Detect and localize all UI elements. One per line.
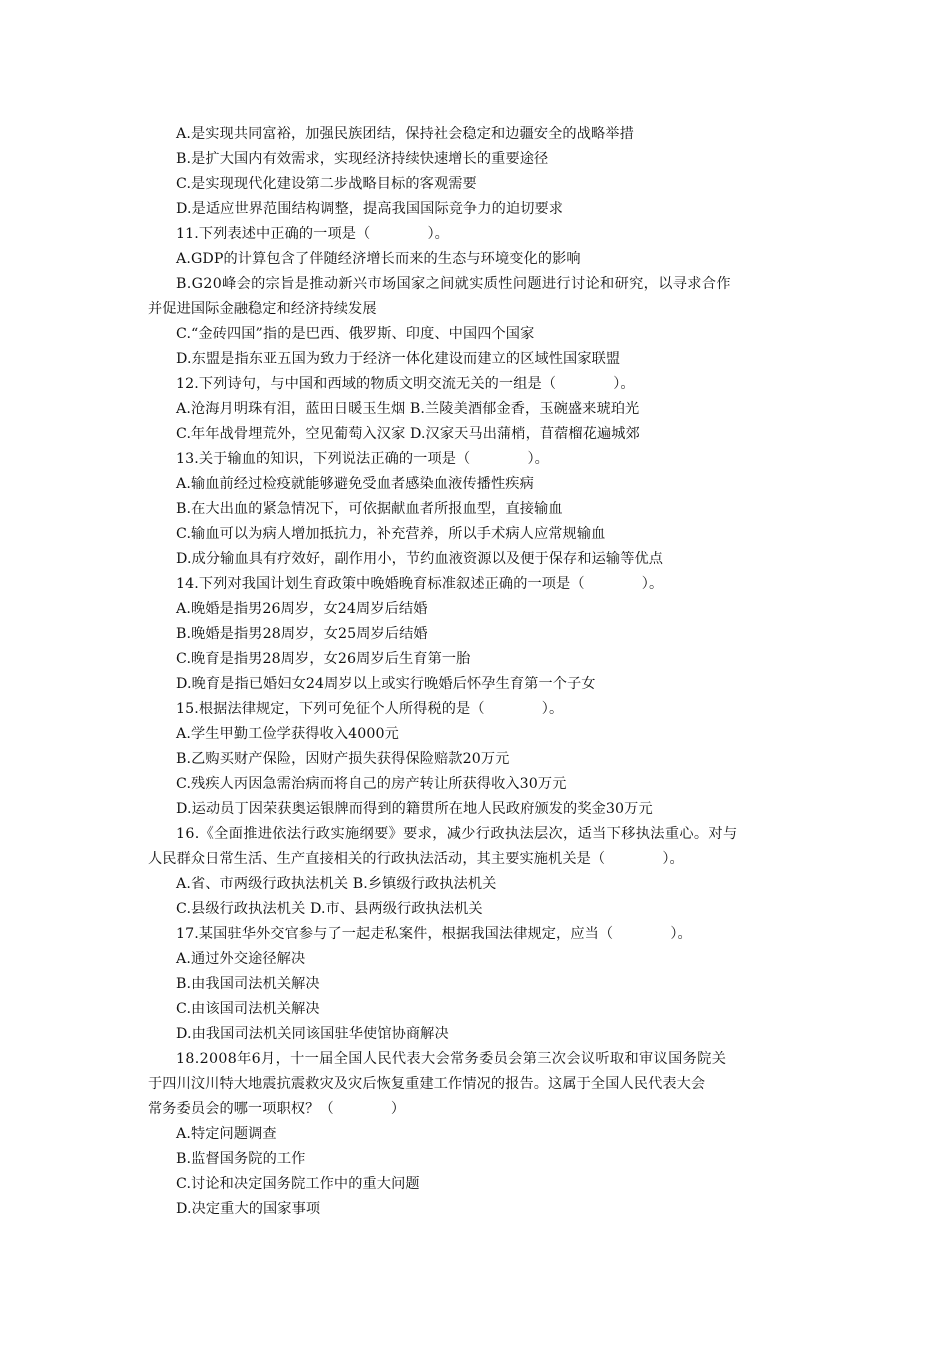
text-line: D.是适应世界范围结构调整，提高我国国际竞争力的迫切要求 [176,201,564,217]
text-line: B.在大出血的紧急情况下，可依据献血者所报血型，直接输血 [176,501,563,517]
text-line: 常务委员会的哪一项职权？（ ） [148,1101,406,1117]
text-line: C.是实现现代化建设第二步战略目标的客观需要 [176,176,477,192]
text-line: D.由我国司法机关同该国驻华使馆协商解决 [176,1026,449,1042]
text-line: B.晚婚是指男28周岁，女25周岁后结婚 [176,626,428,642]
text-line: A.晚婚是指男26周岁，女24周岁后结婚 [176,601,428,617]
text-line: B.由我国司法机关解决 [176,976,320,992]
text-line: 并促进国际金融稳定和经济持续发展 [148,301,377,317]
text-line: A.沧海月明珠有泪，蓝田日暖玉生烟 B.兰陵美酒郁金香，玉碗盛来琥珀光 [176,401,640,417]
text-line: B.G20峰会的宗旨是推动新兴市场国家之间就实质性问题进行讨论和研究，以寻求合作 [176,276,731,292]
text-line: 于四川汶川特大地震抗震救灾及灾后恢复重建工作情况的报告。这属于全国人民代表大会 [148,1076,706,1092]
text-line: A.输血前经过检疫就能够避免受血者感染血液传播性疾病 [176,476,534,492]
text-line: 人民群众日常生活、生产直接相关的行政执法活动，其主要实施机关是（ ）。 [148,851,684,867]
text-line: C.输血可以为病人增加抵抗力，补充营养，所以手术病人应常规输血 [176,526,606,542]
text-line: B.乙购买财产保险，因财产损失获得保险赔款20万元 [176,751,510,767]
text-line: D.成分输血具有疗效好，副作用小，节约血液资源以及便于保存和运输等优点 [176,551,664,567]
text-line: D.东盟是指东亚五国为致力于经济一体化建设而建立的区域性国家联盟 [176,351,621,367]
text-line: D.决定重大的国家事项 [176,1201,321,1217]
text-line: D.晚育是指已婚妇女24周岁以上或实行晚婚后怀孕生育第一个子女 [176,676,596,692]
text-line: A.通过外交途径解决 [176,951,306,967]
text-line: C.“金砖四国”指的是巴西、俄罗斯、印度、中国四个国家 [176,326,535,342]
text-line: B.监督国务院的工作 [176,1151,306,1167]
text-line: C.县级行政执法机关 D.市、县两级行政执法机关 [176,901,483,917]
text-line: A.特定问题调查 [176,1126,277,1142]
text-line: 11.下列表述中正确的一项是（ ）。 [176,226,449,242]
text-line: D.运动员丁因荣获奥运银牌而得到的籍贯所在地人民政府颁发的奖金30万元 [176,801,653,817]
text-line: C.残疾人丙因急需治病而将自己的房产转让所获得收入30万元 [176,776,567,792]
text-line: 14.下列对我国计划生育政策中晚婚晚育标准叙述正确的一项是（ ）。 [176,576,664,592]
text-line: 16.《全面推进依法行政实施纲要》要求，减少行政执法层次，适当下移执法重心。对与 [176,826,738,842]
text-line: A.省、市两级行政执法机关 B.乡镇级行政执法机关 [176,876,497,892]
text-line: 17.某国驻华外交官参与了一起走私案件，根据我国法律规定，应当（ ）。 [176,926,692,942]
text-line: A.GDP的计算包含了伴随经济增长而来的生态与环境变化的影响 [176,251,581,267]
text-line: A.是实现共同富裕，加强民族团结，保持社会稳定和边疆安全的战略举措 [176,126,634,142]
text-line: C.由该国司法机关解决 [176,1001,320,1017]
text-line: 15.根据法律规定，下列可免征个人所得税的是（ ）。 [176,701,564,717]
text-line: C.晚育是指男28周岁，女26周岁后生育第一胎 [176,651,471,667]
text-line: 12.下列诗句，与中国和西域的物质文明交流无关的一组是（ ）。 [176,376,635,392]
text-line: 18.2008年6月，十一届全国人民代表大会常务委员会第三次会议听取和审议国务院关 [176,1051,727,1067]
question-text-block [148,122,810,1222]
text-line: C.年年战骨埋荒外，空见葡萄入汉家 D.汉家天马出蒲梢，苜蓿榴花遍城郊 [176,426,640,442]
text-line: 13.关于输血的知识，下列说法正确的一项是（ ）。 [176,451,549,467]
text-line: C.讨论和决定国务院工作中的重大问题 [176,1176,420,1192]
text-line: A.学生甲勤工俭学获得收入4000元 [176,726,399,742]
text-line: B.是扩大国内有效需求，实现经济持续快速增长的重要途径 [176,151,549,167]
